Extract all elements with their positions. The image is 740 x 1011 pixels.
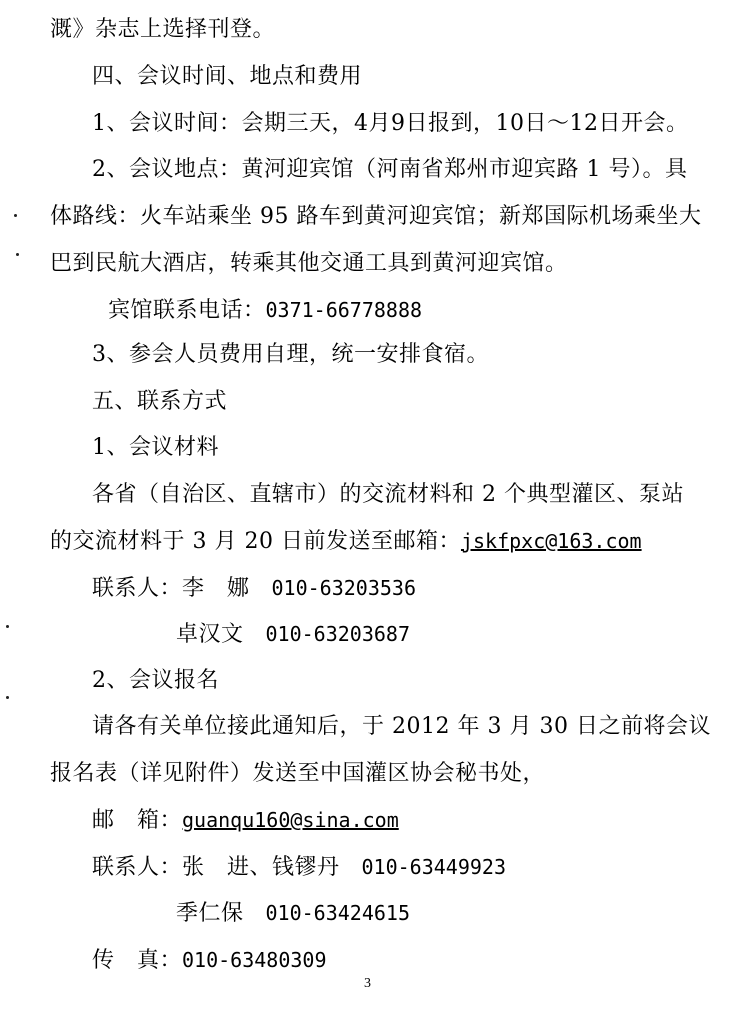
section-heading-5: 五、联系方式 — [92, 389, 228, 414]
scan-speck — [16, 253, 19, 256]
contact-phone-3: 010-63449923 — [361, 855, 507, 879]
materials-email-link[interactable]: jskfpxc@163.com — [460, 529, 642, 553]
fax-number: 010-63480309 — [182, 948, 327, 972]
text-line-1: 溉》杂志上选择刊登。 — [50, 17, 276, 42]
contact-name-4: 季仁保 — [176, 901, 244, 926]
contact-line-3 — [92, 853, 506, 882]
registration-email-link[interactable]: guanqu160@sina.com — [182, 808, 399, 832]
scan-speck — [6, 696, 9, 699]
fax-label: 传 真： — [92, 948, 183, 973]
hotel-phone-number: 0371-66778888 — [265, 298, 423, 322]
text-line-registration: 请各有关单位接此通知后，于 2012 年 3 月 30 日之前将会议 — [92, 714, 711, 739]
materials-email-text: 的交流材料于 3 月 20 日前发送至邮箱： — [50, 529, 461, 554]
registration-email-line — [92, 806, 399, 835]
text-line-meeting-time: 1、会议时间：会期三天，4月9日报到，10日～12日开会。 — [92, 111, 689, 136]
text-line-meeting-place: 2、会议地点：黄河迎宾馆（河南省郑州市迎宾路 1 号）。具 — [92, 157, 688, 182]
contact-label-3: 联系人：张 进、钱镠丹 — [92, 855, 340, 880]
text-line-registration-cont: 报名表（详见附件）发送至中国灌区协会秘书处， — [50, 761, 546, 786]
subheading-materials: 1、会议材料 — [92, 435, 219, 460]
scan-speck — [6, 625, 9, 628]
contact-phone-2: 010-63203687 — [265, 622, 411, 646]
text-line-materials: 各省（自治区、直辖市）的交流材料和 2 个典型灌区、泵站 — [92, 482, 684, 507]
page-number: 3 — [364, 976, 371, 991]
text-line-expenses: 3、参会人员费用自理，统一安排食宿。 — [92, 342, 489, 367]
text-line-route: 体路线：火车站乘坐 95 路车到黄河迎宾馆；新郑国际机场乘坐大 — [50, 204, 702, 229]
fax-line — [92, 946, 327, 975]
hotel-phone-label: 宾馆联系电话： — [108, 298, 266, 323]
contact-phone-4: 010-63424615 — [265, 901, 411, 925]
registration-email-label: 邮 箱： — [92, 808, 183, 833]
materials-email-line — [50, 527, 642, 556]
subheading-registration: 2、会议报名 — [92, 668, 219, 693]
section-heading-4: 四、会议时间、地点和费用 — [92, 64, 363, 89]
contact-name-2: 卓汉文 — [176, 622, 244, 647]
scan-speck — [14, 214, 17, 217]
contact-line-1 — [92, 574, 416, 603]
hotel-phone-line — [108, 296, 422, 325]
text-line-route-cont: 巴到民航大酒店，转乘其他交通工具到黄河迎宾馆。 — [50, 251, 568, 276]
contact-label-1: 联系人：李 娜 — [92, 576, 250, 601]
contact-line-4 — [176, 899, 410, 928]
contact-phone-1: 010-63203536 — [271, 576, 417, 600]
contact-line-2 — [176, 620, 410, 649]
